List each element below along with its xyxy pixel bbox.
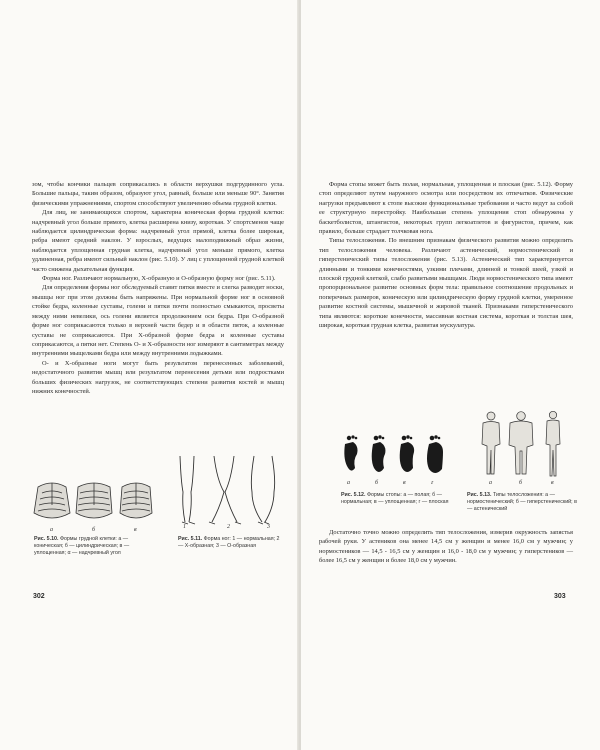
caption-text: Форма ног: 1 — нормальная; 2 — Х-образная; 3 — О-образная xyxy=(178,536,280,549)
figure-5-13-body-types xyxy=(473,410,573,478)
page-number-left: 302 xyxy=(33,593,45,600)
paragraph: Достаточно точно можно определить тип телосложения, измерив окружность запястья рабочей руки. У астеников она менее 14,5 см у женщин и менее 16,0 см у мужчин; у нормостеников — 14,5 - 16,5 см у женщин и 16,0 - 18,0 см у мужчин; у гиперстеников — более 16,5 см у женщин и более 18,0 см у мужчин. xyxy=(319,529,573,565)
ribcage-conical xyxy=(34,483,70,518)
left-page-body xyxy=(32,180,284,396)
caption-title: Рис. 5.11. xyxy=(178,536,203,542)
footprint-normal xyxy=(372,435,386,472)
figure-hypersthenic xyxy=(509,412,533,474)
figure-5-13-caption xyxy=(467,492,583,513)
right-page-body xyxy=(319,180,573,331)
legs-o-shaped xyxy=(251,456,274,524)
paragraph: Форма ног. Различают нормальную, Х-образную и О-образную форму ног (рис. 5.11). xyxy=(42,275,276,283)
page-number-right: 303 xyxy=(554,593,566,600)
footprint-hollow xyxy=(344,435,357,470)
footprint-flat xyxy=(427,435,443,473)
fig-label: б xyxy=(519,480,523,486)
footprint-flattened xyxy=(400,435,414,472)
paragraph: зом, чтобы кончики пальцев соприкасались в области верхушки подгрудинного угла. Большие пальцы, таким образом, образуют угол, равный, больше или меньше 90°. Занятия физическими упражнениями, спортом способствуют увеличению объема грудной клетки. xyxy=(32,181,284,207)
figure-normosthenic xyxy=(482,412,500,474)
paragraph: Для определения формы ног обследуемый ставит пятки вместе и слегка разводит носки, мышцы ног при этом должны быть напряжены. При нормальной форме ног в основной стойке бедра, коленные суставы, голени и пятки почти полностью смыкаются, просветы между ними невелики, ось голени является продолжением оси бедра. При О-образной форме ног соприкасаются только в верхней части бедер и в области пяток, а коленные суставы не соприкасаются. При Х-образной форме бедра и коленные суставы соприкасаются, а пятки нет. Степень О- и Х-образности ног измеряют в сантиметрах между внутренними мыщелками бедра или между внутренними лодыжками. xyxy=(32,284,284,358)
paragraph: Для лиц, не занимающихся спортом, характерна коническая форма грудной клетки: надчревный угол больше прямого, клетка расширена книзу, короткая. У спортсменов чаще наблюдается цилиндрическая форма: надчревный угол прямой, клетка более широкая, ребра имеют средний наклон. У взрослых, ведущих малоподвижный образ жизни, наблюдается уплощенная грудная клетка, надчревный угол меньше прямого, клетка удлиненная, ребра имеют сильный наклон (рис. 5.10). У лиц с уплощенной грудной клеткой часто снижена дыхательная функция. xyxy=(32,209,284,273)
caption-title: Рис. 5.12. xyxy=(341,492,366,498)
ribcage-flattened xyxy=(120,483,152,518)
fig-label: г xyxy=(431,480,434,486)
fig-label: 1 xyxy=(183,524,186,530)
figure-5-12-foot-shapes xyxy=(339,430,459,482)
caption-title: Рис. 5.10. xyxy=(34,536,59,542)
legs-normal xyxy=(180,456,195,524)
right-page-bottom-text xyxy=(319,528,573,566)
fig-label: в xyxy=(403,480,406,486)
figure-5-11-leg-shapes xyxy=(172,452,282,532)
legs-x-shaped xyxy=(209,456,241,524)
caption-text: Типы телосложения: а — нормостенический; б — гиперстенический; в — астенический xyxy=(467,492,577,512)
caption-title: Рис. 5.13. xyxy=(467,492,492,498)
paragraph: О- и Х-образные ноги могут быть результатом перенесенных заболеваний, недостаточного развития мышц или результатом перенесения детьми или подростками больших физических нагрузок, не соответствующих степени развития костей и мышц нижних конечностей. xyxy=(32,359,284,395)
fig-label: а xyxy=(50,527,53,533)
caption-text: Формы стопы: а — полая; б — нормальная; в — уплощенная; г — плоская xyxy=(341,492,449,505)
left-page xyxy=(0,0,299,750)
figure-5-10-caption xyxy=(34,536,156,557)
fig-label: в xyxy=(134,527,137,533)
figure-5-12-caption xyxy=(341,492,459,506)
fig-label: а xyxy=(489,480,492,486)
caption-text: Формы грудной клетки: а — коническая; б — цилиндрическая; в — уплощенная; α — надчревный угол xyxy=(34,536,130,556)
paragraph: Типы телосложения. По внешним признакам физического развития можно определить тип телосложения человека. Различают астенический, нормостенический и гиперстенический типы телосложения (рис. 5.13). Астенический тип характеризуется длинными и тонкими конечностями, узкими плечами, длинной и тонкой шеей, узкой и плоской грудной клеткой, слабо развитыми мышцами. Люди нормостенического типа имеют пропорциональное развитие основных форм тела: правильное соотношение продольных и поперечных размеров, коническую или цилиндрическую форму грудной клетки, умеренное развитие костной системы, мышечной и жировой тканей. Признаками гиперстенического типа являются: короткие конечности, массивная костная система, короткая и толстая шея, широкая, короткая грудная клетка, развитая мускулатура. xyxy=(319,237,573,330)
fig-label: 3 xyxy=(267,524,270,530)
fig-label: б xyxy=(375,480,379,486)
figure-5-10-chest-shapes xyxy=(30,475,160,535)
figure-asthenic xyxy=(546,411,560,476)
fig-label: а xyxy=(347,480,350,486)
figure-5-11-caption xyxy=(178,536,283,550)
right-page xyxy=(301,0,600,750)
fig-label: 2 xyxy=(227,524,230,530)
fig-label: б xyxy=(92,527,96,533)
fig-label: в xyxy=(551,480,554,486)
paragraph: Форма стопы может быть полая, нормальная, уплощенная и плоская (рис. 5.12). Форму стоп определяют путем наружного осмотра или посредством их отпечатков. Физические нагрузки предъявляют к стопе высокие функциональные требования и часто ведут за собой ее структурную перестройку. Наибольшая степень уплощения стоп обнаружена у баскетболистов, штангистов, некоторых групп легкоатлетов и фигуристов, причем, как правило, больше страдает толчковая нога. xyxy=(319,181,573,236)
ribcage-cylindrical xyxy=(76,483,112,518)
